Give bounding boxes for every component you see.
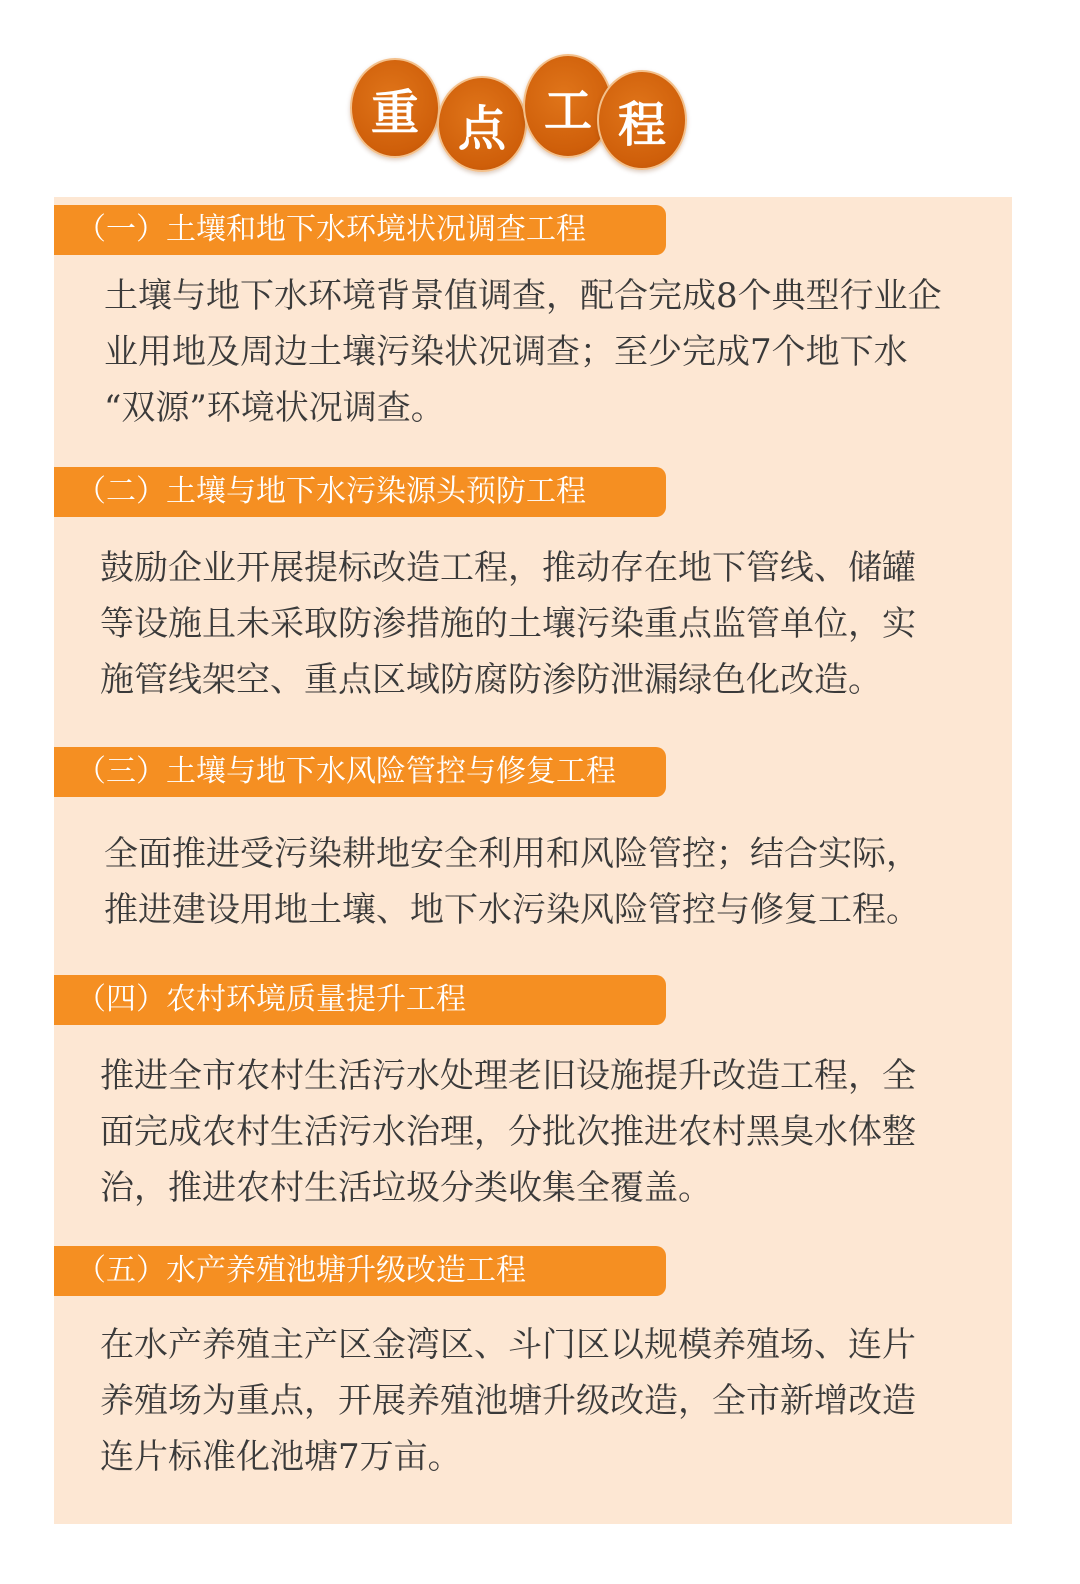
section-heading-1: （一）土壤和地下水环境状况调查工程 bbox=[54, 205, 666, 255]
section-heading-2: （二）土壤与地下水污染源头预防工程 bbox=[54, 467, 666, 517]
section-line: 施管线架空、重点区域防腐防渗防泄漏绿色化改造。 bbox=[100, 660, 882, 700]
section-line: 业用地及周边土壤污染状况调查；至少完成7个地下水 bbox=[104, 332, 908, 372]
section-line: 连片标准化池塘7万亩。 bbox=[100, 1437, 462, 1477]
section-body-3 bbox=[104, 826, 1004, 938]
section-line: 全面推进受污染耕地安全利用和风险管控；结合实际， bbox=[104, 834, 920, 874]
section-heading-5: （五）水产养殖池塘升级改造工程 bbox=[54, 1246, 666, 1296]
section-line: 在水产养殖主产区金湾区、斗门区以规模养殖场、连片 bbox=[100, 1325, 916, 1365]
section-line: 推进建设用地土壤、地下水污染风险管控与修复工程。 bbox=[104, 890, 920, 930]
section-line: “双源”环境状况调查。 bbox=[104, 388, 445, 428]
section-line: 鼓励企业开展提标改造工程，推动存在地下管线、储罐 bbox=[100, 548, 916, 588]
section-line: 面完成农村生活污水治理，分批次推进农村黑臭水体整 bbox=[100, 1112, 916, 1152]
title-char-circle: 程 bbox=[597, 70, 687, 170]
section-heading-3: （三）土壤与地下水风险管控与修复工程 bbox=[54, 747, 666, 797]
title-char-circle: 点 bbox=[437, 76, 527, 172]
section-body-4 bbox=[100, 1048, 1000, 1216]
title-char-circle: 工 bbox=[523, 54, 613, 158]
page-title bbox=[0, 54, 1080, 174]
section-heading-4: （四）农村环境质量提升工程 bbox=[54, 975, 666, 1025]
section-line: 等设施且未采取防渗措施的土壤污染重点监管单位，实 bbox=[100, 604, 916, 644]
section-line: 土壤与地下水环境背景值调查，配合完成8个典型行业企 bbox=[104, 276, 942, 316]
title-char-circle: 重 bbox=[350, 58, 440, 158]
section-body-2 bbox=[100, 540, 1000, 708]
section-line: 推进全市农村生活污水处理老旧设施提升改造工程，全 bbox=[100, 1056, 916, 1096]
section-body-5 bbox=[100, 1317, 1000, 1485]
section-body-1 bbox=[104, 268, 1004, 436]
section-line: 养殖场为重点，开展养殖池塘升级改造，全市新增改造 bbox=[100, 1381, 916, 1421]
section-line: 治，推进农村生活垃圾分类收集全覆盖。 bbox=[100, 1168, 712, 1208]
